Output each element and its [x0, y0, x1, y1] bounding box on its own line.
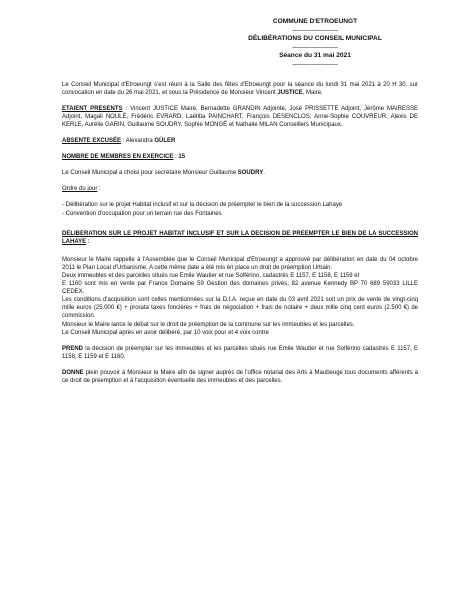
ordre-label: Ordre du jour — [62, 186, 98, 193]
membres-line: NOMBRE DE MEMBRES EN EXERCICE : 15 — [62, 154, 186, 161]
presents-label: ETAIENT PRESENTS — [62, 105, 123, 112]
document-page — [62, 18, 418, 385]
ordre-heading: Ordre du jour : — [62, 186, 101, 193]
donne-paragraph: DONNE plein pouvoir à Monsieur le Maire afin de signer auprès de l'office notarial des Arts à Maubeuge tous documents afférents à ce droit de préemption et à l'acquisition éventuelle des immeubles et des parcelles. — [62, 369, 418, 384]
deliberation-paragraph: Monsieur le Maire rappelle à l'Assemblée que le Conseil Municipal d'Etroeungt a approuvé par délibération en date du 04 octobre 2011 le Plan Local d'Urbanisme. A cette même date a été mis en place un droit de préemption Urbain. — [62, 256, 418, 271]
list-item: - Convention d'occupation pour un terrain rue des Fontaines — [62, 210, 222, 217]
secretaire-line: Le Conseil Municipal a choisi pour secrétaire Monsieur Guillaume SOUDRY. — [62, 170, 265, 177]
prend-label: PREND — [62, 345, 84, 352]
commune-name: COMMUNE D'ETROEUNGT — [272, 18, 358, 25]
separator: ------------------------ — [292, 60, 338, 68]
list-item: - Délibération sur le projet Habitat inclusif et sur la décision de préempter le bien de la succession Lahaye — [62, 202, 343, 209]
prend-paragraph: PREND la décision de préempter sur les immeubles et les parcelles situés rue Emile Wautier et rue Solférino cadastrés E 1157, E 1158, E 1159 et E 1160. — [62, 345, 418, 360]
donne-label: DONNE — [62, 369, 84, 376]
deliberation-paragraph: Les conditions d'acquisition sont celles mentionnées sur la D.I.A. reçue en date du 03 avril 2021 soit un prix de vente de vingt-cinq mille euros (25.000 €) + prorata taxes foncières + frais de négociation + frais de notaire + deux mille cinq cent euros (2.500 €) de commission. — [62, 297, 418, 320]
absente-label: ABSENTE EXCUSÉE — [62, 138, 122, 145]
separator: ------------------------ — [292, 26, 338, 34]
separator: ------------------------ — [292, 43, 338, 51]
membres-label: NOMBRE DE MEMBRES EN EXERCICE — [62, 154, 174, 161]
document-title: DÉLIBÉRATIONS DU CONSEIL MUNICIPAL — [248, 35, 382, 43]
seance-date: Séance du 31 mai 2021 — [279, 52, 351, 60]
deliberation-paragraph: Monsieur le Maire lance le débat sur le droit de préemption de la commune sur les immeubles et les parcelles. — [62, 321, 355, 328]
deliberation-paragraph: Deux immeubles et des parcelles situés rue Emile Wautier et rue Solférino, cadastrés E 1157, E 1158, E 1159 et — [62, 272, 360, 279]
ordre-list — [62, 201, 418, 217]
deliberation-paragraph: Le Conseil Municipal après en avoir délibéré, par 10 voix pour et 4 voix contre — [62, 329, 269, 336]
intro-paragraph: Le Conseil Municipal d'Etroeungt s'est réuni à la Salle des fêtes d'Etroeungt pour la séance du lundi 31 mai 2021 à 20 H 30, sur convocation en date du 26 mai 2021, et sous la Présidence de Monsieur Vincent JUSTICE, Maire. — [62, 81, 418, 96]
deliberation-paragraph: E 1160 sont mis en vente par France Domaine 59 Gestion des domaines privés, 82 avenue Kennedy BP 70 689 59033 LILLE CEDEX. — [62, 281, 418, 296]
presents-paragraph — [62, 105, 418, 129]
presents-list: : Vincent JUSTICE Maire, Bernadette GRANDIN Adjointe, José PRISSETTE Adjoint, Jérôme MAIRESSE Adjoint, Magali NOULÉ, Frédéric EVRARD, Laëtitia PAINCHART, François DESENCLOS, Anne-Sophie COUVREUR, Alexis DE KERLE, Aurélie GARIN, Guillaume SOUDRY, Sophie MONGÉ et Nathalie MILAN Conseillers Municipaux. — [62, 105, 419, 128]
deliberation-title: DELIBERATION SUR LE PROJET HABITAT INCLUSIF ET SUR LA DECISION DE PREEMPTER LE BIEN DE LA SUCCESSION LAHAYE : — [62, 230, 418, 245]
absente-line: ABSENTE EXCUSÉE : Alexandra GÜLER — [62, 138, 176, 145]
document-header — [240, 18, 390, 70]
membres-count: 15 — [178, 154, 186, 161]
president-name: JUSTICE — [277, 89, 303, 96]
